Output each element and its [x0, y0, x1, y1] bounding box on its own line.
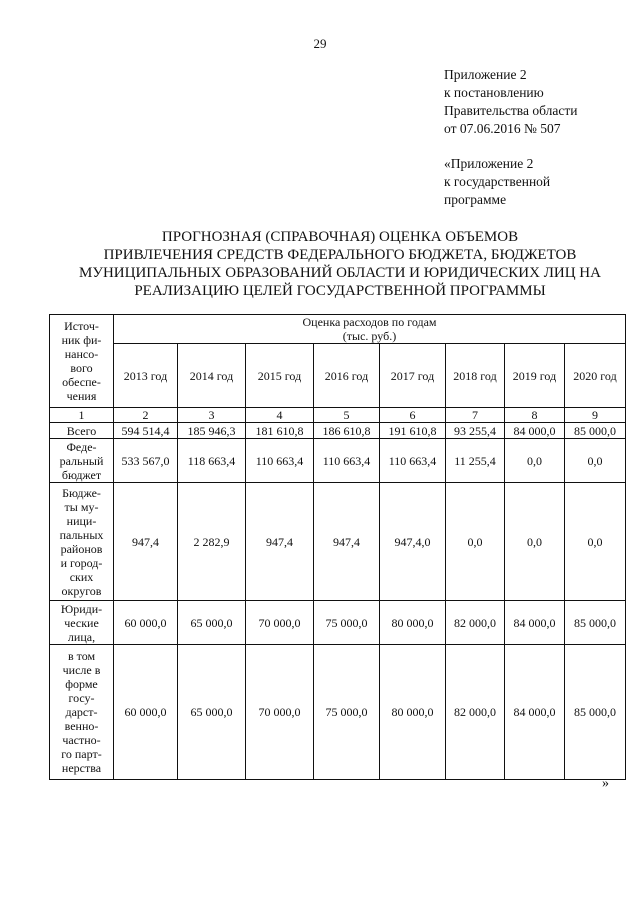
value-cell: 60 000,0 — [114, 645, 178, 780]
value-cell: 947,4 — [114, 483, 178, 601]
funding-estimate-table — [49, 314, 626, 780]
table-row — [50, 439, 626, 483]
value-cell: 0,0 — [565, 439, 626, 483]
year-header: 2015 год — [246, 344, 314, 408]
source-header-line: нансо- — [64, 347, 99, 361]
appendix-line: Приложение 2 — [444, 67, 527, 82]
appendix-line: Правительства области — [444, 103, 578, 118]
value-cell: 75 000,0 — [314, 601, 380, 645]
source-header-line: вого — [70, 361, 93, 375]
value-cell: 82 000,0 — [446, 645, 505, 780]
source-label-line: ты му- — [64, 499, 99, 514]
year-header: 2020 год — [565, 344, 626, 408]
source-label-cell — [50, 423, 114, 439]
title-line: РЕАЛИЗАЦИЮ ЦЕЛЕЙ ГОСУДАРСТВЕННОЙ ПРОГРАММЫ — [134, 283, 546, 299]
table-row — [50, 601, 626, 645]
value-cell: 594 514,4 — [114, 423, 178, 439]
value-cell: 2 282,9 — [178, 483, 246, 601]
value-cell: 0,0 — [505, 439, 565, 483]
value-cell: 84 000,0 — [505, 423, 565, 439]
source-header-line: обеспе- — [62, 375, 101, 389]
value-cell: 75 000,0 — [314, 645, 380, 780]
source-label-line: нерства — [61, 761, 102, 775]
source-label-line: ральный — [59, 453, 104, 468]
value-cell: 70 000,0 — [246, 645, 314, 780]
year-header: 2019 год — [505, 344, 565, 408]
title-line: МУНИЦИПАЛЬНЫХ ОБРАЗОВАНИЙ ОБЛАСТИ И ЮРИДИЧЕСКИХ ЛИЦ НА — [79, 265, 601, 281]
program-appendix-reference — [444, 155, 550, 209]
source-label-cell — [50, 601, 114, 645]
page-number: 29 — [313, 36, 327, 51]
source-label-line: венно- — [64, 719, 99, 733]
column-number: 8 — [505, 408, 565, 423]
source-header-line: чения — [66, 389, 97, 403]
closing-quote: » — [602, 776, 609, 791]
table-row — [50, 423, 626, 439]
value-cell: 60 000,0 — [114, 601, 178, 645]
value-cell: 533 567,0 — [114, 439, 178, 483]
value-cell: 185 946,3 — [178, 423, 246, 439]
value-cell: 186 610,8 — [314, 423, 380, 439]
column-number: 9 — [565, 408, 626, 423]
year-header: 2017 год — [380, 344, 446, 408]
source-header-cell — [50, 315, 114, 408]
source-label-line: ских — [69, 569, 94, 584]
year-header: 2018 год — [446, 344, 505, 408]
document-title — [40, 228, 640, 300]
source-label-line: частно- — [62, 733, 101, 747]
value-cell: 947,4 — [314, 483, 380, 601]
value-cell: 0,0 — [565, 483, 626, 601]
estimate-header-cell — [114, 315, 626, 344]
source-label-line: Всего — [66, 423, 97, 438]
appendix-line: «Приложение 2 — [444, 156, 534, 171]
source-label-line: районов — [60, 541, 103, 556]
value-cell: 118 663,4 — [178, 439, 246, 483]
value-cell: 70 000,0 — [246, 601, 314, 645]
value-cell: 80 000,0 — [380, 601, 446, 645]
year-header: 2016 год — [314, 344, 380, 408]
appendix-line: программе — [444, 192, 507, 207]
source-label-line: Бюдже- — [62, 485, 101, 500]
source-label-line: Феде- — [66, 439, 97, 454]
source-label-line: и город- — [60, 555, 103, 570]
source-label-cell — [50, 439, 114, 483]
column-number: 7 — [446, 408, 505, 423]
column-number: 6 — [380, 408, 446, 423]
estimate-unit: (тыс. руб.) — [342, 329, 397, 343]
value-cell: 85 000,0 — [565, 645, 626, 780]
value-cell: 85 000,0 — [565, 601, 626, 645]
column-number: 2 — [114, 408, 178, 423]
source-label-line: ници- — [66, 513, 97, 528]
source-label-line: пальных — [59, 527, 104, 542]
value-cell: 0,0 — [505, 483, 565, 601]
estimate-header: Оценка расходов по годам — [302, 315, 437, 329]
column-number: 1 — [50, 408, 114, 423]
value-cell: 947,4 — [246, 483, 314, 601]
appendix-line: от 07.06.2016 № 507 — [444, 121, 561, 136]
source-header-line: ник фи- — [61, 333, 102, 347]
source-label-line: лица, — [67, 629, 96, 644]
source-label-line: го парт- — [61, 747, 102, 761]
table-row — [50, 483, 626, 601]
value-cell: 80 000,0 — [380, 645, 446, 780]
value-cell: 65 000,0 — [178, 601, 246, 645]
source-header-line: Источ- — [64, 319, 99, 333]
value-cell: 85 000,0 — [565, 423, 626, 439]
year-header: 2013 год — [114, 344, 178, 408]
table-row — [50, 645, 626, 780]
value-cell: 84 000,0 — [505, 601, 565, 645]
value-cell: 191 610,8 — [380, 423, 446, 439]
title-line: ПРИВЛЕЧЕНИЯ СРЕДСТВ ФЕДЕРАЛЬНОГО БЮДЖЕТА, БЮДЖЕТОВ — [103, 247, 577, 263]
appendix-reference — [444, 66, 577, 138]
source-label-line: в том — [67, 649, 96, 663]
value-cell: 181 610,8 — [246, 423, 314, 439]
value-cell: 110 663,4 — [314, 439, 380, 483]
value-cell: 93 255,4 — [446, 423, 505, 439]
title-line: ПРОГНОЗНАЯ (СПРАВОЧНАЯ) ОЦЕНКА ОБЪЕМОВ — [161, 229, 519, 245]
value-cell: 947,4,0 — [380, 483, 446, 601]
source-label-line: округов — [61, 583, 102, 598]
appendix-line: к постановлению — [444, 85, 544, 100]
value-cell: 110 663,4 — [246, 439, 314, 483]
column-number: 4 — [246, 408, 314, 423]
source-label-line: ческие — [64, 615, 99, 630]
source-label-line: дарст- — [65, 705, 98, 719]
year-header: 2014 год — [178, 344, 246, 408]
value-cell: 84 000,0 — [505, 645, 565, 780]
source-label-line: числе в — [62, 663, 101, 677]
source-label-line: госу- — [68, 691, 95, 705]
source-label-line: бюджет — [61, 467, 102, 482]
value-cell: 0,0 — [446, 483, 505, 601]
appendix-line: к государственной — [444, 174, 551, 189]
source-label-cell — [50, 645, 114, 780]
value-cell: 11 255,4 — [446, 439, 505, 483]
source-label-line: форме — [65, 677, 98, 691]
column-number: 5 — [314, 408, 380, 423]
value-cell: 82 000,0 — [446, 601, 505, 645]
source-label-cell — [50, 483, 114, 601]
value-cell: 110 663,4 — [380, 439, 446, 483]
value-cell: 65 000,0 — [178, 645, 246, 780]
column-number: 3 — [178, 408, 246, 423]
source-label-line: Юриди- — [60, 601, 103, 616]
